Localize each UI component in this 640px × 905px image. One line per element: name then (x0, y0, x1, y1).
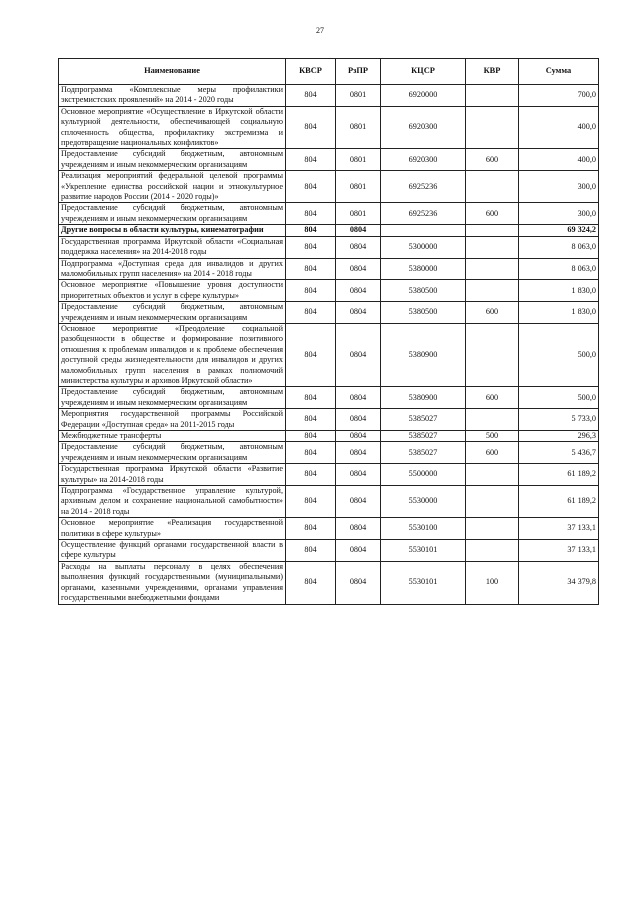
row-kvsr-cell: 804 (286, 409, 336, 431)
row-name-cell: Предоставление субсидий бюджетным, автономным учреждениям и иным некоммерческим организациям (59, 387, 286, 409)
row-kvr-cell: 500 (466, 431, 519, 442)
row-sum-cell: 500,0 (519, 323, 599, 386)
row-name-cell: Предоставление субсидий бюджетным, автономным учреждениям и иным некоммерческим организациям (59, 203, 286, 225)
row-kvsr-cell: 804 (286, 323, 336, 386)
row-kcsr-cell: 6920300 (381, 106, 466, 149)
row-kvr-cell: 600 (466, 387, 519, 409)
row-name-cell: Мероприятия государственной программы Российской Федерации «Доступная среда» на 2011-2015 годы (59, 409, 286, 431)
table-row (59, 540, 599, 562)
row-kvr-cell: 100 (466, 561, 519, 604)
row-sum-cell: 61 189,2 (519, 464, 599, 486)
row-sum-cell: 400,0 (519, 106, 599, 149)
row-kvr-cell (466, 486, 519, 518)
row-rzpr-cell: 0804 (336, 302, 381, 324)
row-sum-cell: 300,0 (519, 171, 599, 203)
row-kcsr-cell: 5385027 (381, 442, 466, 464)
header-kvsr: КВСР (286, 59, 336, 85)
row-rzpr-cell: 0804 (336, 561, 381, 604)
row-kcsr-cell: 5385027 (381, 431, 466, 442)
row-kcsr-cell: 5530000 (381, 486, 466, 518)
table-row (59, 85, 599, 107)
row-rzpr-cell: 0801 (336, 171, 381, 203)
table-row (59, 171, 599, 203)
row-name-cell: Другие вопросы в области культуры, кинематографии (59, 225, 286, 236)
row-name-cell: Основное мероприятие «Преодоление социальной разобщенности в обществе и формирование позитивного отношения к проблемам инвалидов и к проблеме обеспечения доступной среды жизнедеятельности для инвалидов и других маломобильных групп населения в рамках полномочий министерства культуры и архивов Иркутской области» (59, 323, 286, 386)
table-row (59, 518, 599, 540)
row-kvr-cell: 600 (466, 149, 519, 171)
budget-table (58, 58, 599, 605)
row-name-cell: Подпрограмма «Государственное управление культурой, архивным делом и сохранение национальной самобытности» на 2014 - 2018 годы (59, 486, 286, 518)
row-name-cell: Основное мероприятие «Осуществление в Иркутской области культурной деятельности, обеспечивающей социальную сплоченность общества, профилактику экстремизма и предотвращение национальных конфликтов» (59, 106, 286, 149)
row-rzpr-cell: 0804 (336, 387, 381, 409)
row-sum-cell: 8 063,0 (519, 236, 599, 258)
header-kvr: КВР (466, 59, 519, 85)
row-rzpr-cell: 0801 (336, 203, 381, 225)
row-rzpr-cell: 0804 (336, 464, 381, 486)
row-name-cell: Предоставление субсидий бюджетным, автономным учреждениям и иным некоммерческим организациям (59, 149, 286, 171)
row-kcsr-cell: 6920000 (381, 85, 466, 107)
row-kcsr-cell: 5380500 (381, 302, 466, 324)
row-kcsr-cell: 6925236 (381, 203, 466, 225)
row-rzpr-cell: 0801 (336, 85, 381, 107)
row-name-cell: Межбюджетные трансферты (59, 431, 286, 442)
row-name-cell: Расходы на выплаты персоналу в целях обеспечения выполнения функций государственными (муниципальными) органами, казенными учреждениями, органами управления государственными внебюджетными фондами (59, 561, 286, 604)
table-row (59, 106, 599, 149)
row-rzpr-cell: 0804 (336, 431, 381, 442)
row-name-cell: Реализация мероприятий федеральной целевой программы «Укрепление единства российской нации и этнокультурное развитие народов России (2014 - 2020 годы)» (59, 171, 286, 203)
row-kvr-cell (466, 171, 519, 203)
row-rzpr-cell: 0804 (336, 409, 381, 431)
table-row (59, 236, 599, 258)
row-rzpr-cell: 0804 (336, 258, 381, 280)
row-kvr-cell (466, 540, 519, 562)
row-kvr-cell (466, 409, 519, 431)
row-name-cell: Предоставление субсидий бюджетным, автономным учреждениям и иным некоммерческим организациям (59, 302, 286, 324)
row-kvsr-cell: 804 (286, 106, 336, 149)
table-header (59, 59, 599, 85)
row-kvsr-cell: 804 (286, 258, 336, 280)
row-kcsr-cell: 5380000 (381, 258, 466, 280)
row-name-cell: Подпрограмма «Комплексные меры профилактики экстремистских проявлений» на 2014 - 2020 годы (59, 85, 286, 107)
row-kcsr-cell: 5500000 (381, 464, 466, 486)
row-kvr-cell: 600 (466, 203, 519, 225)
row-rzpr-cell: 0804 (336, 442, 381, 464)
row-kvr-cell (466, 280, 519, 302)
row-kvsr-cell: 804 (286, 540, 336, 562)
row-kvr-cell (466, 464, 519, 486)
row-rzpr-cell: 0804 (336, 540, 381, 562)
row-kcsr-cell: 5380900 (381, 323, 466, 386)
row-name-cell: Основное мероприятие «Повышение уровня доступности приоритетных объектов и услуг в сфере культуры» (59, 280, 286, 302)
table-row (59, 431, 599, 442)
row-sum-cell: 8 063,0 (519, 258, 599, 280)
table-body (59, 85, 599, 605)
row-kvsr-cell: 804 (286, 203, 336, 225)
row-kcsr-cell: 5380500 (381, 280, 466, 302)
row-rzpr-cell: 0804 (336, 280, 381, 302)
row-kvsr-cell: 804 (286, 561, 336, 604)
row-kvr-cell: 600 (466, 442, 519, 464)
row-sum-cell: 296,3 (519, 431, 599, 442)
table-row (59, 561, 599, 604)
row-kvsr-cell: 804 (286, 442, 336, 464)
row-kvsr-cell: 804 (286, 464, 336, 486)
row-kvsr-cell: 804 (286, 236, 336, 258)
row-sum-cell: 300,0 (519, 203, 599, 225)
row-rzpr-cell: 0804 (336, 323, 381, 386)
row-rzpr-cell: 0804 (336, 518, 381, 540)
row-rzpr-cell: 0804 (336, 225, 381, 236)
row-sum-cell: 5 436,7 (519, 442, 599, 464)
row-rzpr-cell: 0801 (336, 149, 381, 171)
row-kvsr-cell: 804 (286, 149, 336, 171)
header-rzpr: РзПР (336, 59, 381, 85)
row-kvsr-cell: 804 (286, 280, 336, 302)
row-kcsr-cell: 5300000 (381, 236, 466, 258)
row-name-cell: Подпрограмма «Доступная среда для инвалидов и других маломобильных групп населения» на 2014 - 2018 годы (59, 258, 286, 280)
row-kcsr-cell: 5530100 (381, 518, 466, 540)
row-kvr-cell (466, 258, 519, 280)
row-kvr-cell (466, 323, 519, 386)
row-kvsr-cell: 804 (286, 171, 336, 203)
row-kvsr-cell: 804 (286, 486, 336, 518)
row-kcsr-cell: 5530101 (381, 540, 466, 562)
row-kcsr-cell: 5380900 (381, 387, 466, 409)
row-kvsr-cell: 804 (286, 302, 336, 324)
table-row (59, 149, 599, 171)
row-sum-cell: 5 733,0 (519, 409, 599, 431)
row-kvr-cell (466, 236, 519, 258)
table-row (59, 387, 599, 409)
table-row (59, 302, 599, 324)
row-rzpr-cell: 0804 (336, 236, 381, 258)
row-kvr-cell (466, 85, 519, 107)
row-sum-cell: 1 830,0 (519, 280, 599, 302)
row-kvsr-cell: 804 (286, 431, 336, 442)
row-kcsr-cell: 6925236 (381, 171, 466, 203)
row-name-cell: Основное мероприятие «Реализация государственной политики в сфере культуры» (59, 518, 286, 540)
row-kvsr-cell: 804 (286, 518, 336, 540)
row-name-cell: Предоставление субсидий бюджетным, автономным учреждениям и иным некоммерческим организациям (59, 442, 286, 464)
row-kcsr-cell: 5530101 (381, 561, 466, 604)
row-sum-cell: 500,0 (519, 387, 599, 409)
row-kcsr-cell: 6920300 (381, 149, 466, 171)
row-sum-cell: 400,0 (519, 149, 599, 171)
row-sum-cell: 61 189,2 (519, 486, 599, 518)
row-kvr-cell (466, 225, 519, 236)
table-row (59, 464, 599, 486)
header-name: Наименование (59, 59, 286, 85)
row-kvr-cell: 600 (466, 302, 519, 324)
header-sum: Сумма (519, 59, 599, 85)
row-sum-cell: 69 324,2 (519, 225, 599, 236)
row-sum-cell: 1 830,0 (519, 302, 599, 324)
header-kcsr: КЦСР (381, 59, 466, 85)
row-kvr-cell (466, 518, 519, 540)
row-sum-cell: 34 379,8 (519, 561, 599, 604)
page-number: 27 (316, 26, 324, 35)
row-sum-cell: 37 133,1 (519, 518, 599, 540)
row-name-cell: Осуществление функций органами государственной власти в сфере культуры (59, 540, 286, 562)
row-sum-cell: 700,0 (519, 85, 599, 107)
row-kvsr-cell: 804 (286, 387, 336, 409)
row-name-cell: Государственная программа Иркутской области «Социальная поддержка населения» на 2014-2018 годы (59, 236, 286, 258)
row-kcsr-cell (381, 225, 466, 236)
row-sum-cell: 37 133,1 (519, 540, 599, 562)
table-row (59, 486, 599, 518)
row-name-cell: Государственная программа Иркутской области «Развитие культуры» на 2014-2018 годы (59, 464, 286, 486)
table-row (59, 225, 599, 236)
row-kcsr-cell: 5385027 (381, 409, 466, 431)
row-kvsr-cell: 804 (286, 85, 336, 107)
row-kvsr-cell: 804 (286, 225, 336, 236)
table-row (59, 280, 599, 302)
table-row (59, 323, 599, 386)
table-row (59, 409, 599, 431)
table-row (59, 258, 599, 280)
table-row (59, 442, 599, 464)
row-kvr-cell (466, 106, 519, 149)
row-rzpr-cell: 0801 (336, 106, 381, 149)
row-rzpr-cell: 0804 (336, 486, 381, 518)
table-row (59, 203, 599, 225)
